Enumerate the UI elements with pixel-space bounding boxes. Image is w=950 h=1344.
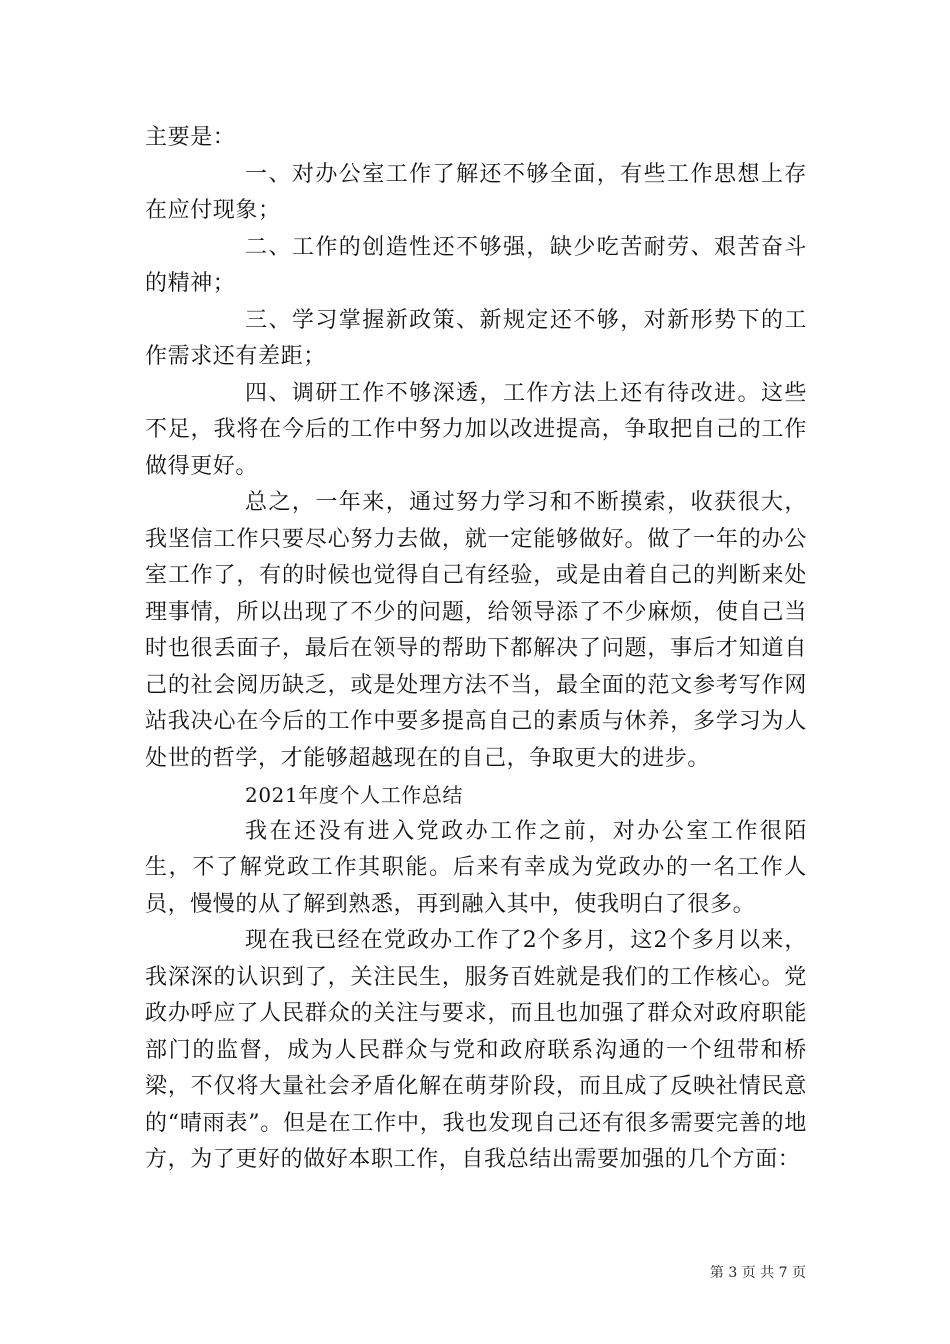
paragraph-point-one: 一、对办公室工作了解还不够全面，有些工作思想上存在应付现象； (145, 161, 807, 223)
document-body (145, 120, 807, 1179)
paragraph-point-four: 四、调研工作不够深透，工作方法上还有待改进。这些不足，我将在今后的工作中努力加以改进提高，争取把自己的工作做得更好。 (145, 380, 807, 479)
section-heading: 2021年度个人工作总结 (245, 783, 464, 807)
paragraph-summary: 总之，一年来，通过努力学习和不断摸索，收获很大，我坚信工作只要尽心努力去做，就一定能够做好。做了一年的办公室工作了，有的时候也觉得自己有经验，或是由着自己的判断来处理事情，所以出现了不少的问题，给领导添了不少麻烦，使自己当时也很丢面子，最后在领导的帮助下都解决了问题，事后才知道自己的社会阅历缺乏，或是处理方法不当，最全面的范文参考写作网站我决心在今后的工作中要多提高自己的素质与休养，多学习为人处世的哲学，才能够超越现在的自己，争取更大的进步。 (145, 490, 807, 771)
page-number-footer: 第 3 页 共 7 页 (709, 1265, 806, 1281)
paragraph-new-section-body: 现在我已经在党政办工作了2个多月，这2个多月以来，我深深的认识到了，关注民生，服务百姓就是我们的工作核心。党政办呼应了人民群众的关注与要求，而且也加强了群众对政府职能部门的监督，成为人民群众与党和政府联系沟通的一个纽带和桥梁，不仅将大量社会矛盾化解在萌芽阶段，而且成了反映社情民意的“晴雨表”。但是在工作中，我也发现自己还有很多需要完善的地方，为了更好的做好本职工作，自我总结出需要加强的几个方面： (145, 928, 807, 1172)
paragraph-point-two: 二、工作的创造性还不够强，缺少吃苦耐劳、艰苦奋斗的精神； (145, 234, 807, 296)
paragraph-point-three: 三、学习掌握新政策、新规定还不够，对新形势下的工作需求还有差距； (145, 307, 807, 369)
paragraph-new-section-intro: 我在还没有进入党政办工作之前，对办公室工作很陌生，不了解党政工作其职能。后来有幸成为党政办的一名工作人员，慢慢的从了解到熟悉，再到融入其中，使我明白了很多。 (145, 818, 807, 917)
paragraph-intro: 主要是： (145, 125, 236, 150)
